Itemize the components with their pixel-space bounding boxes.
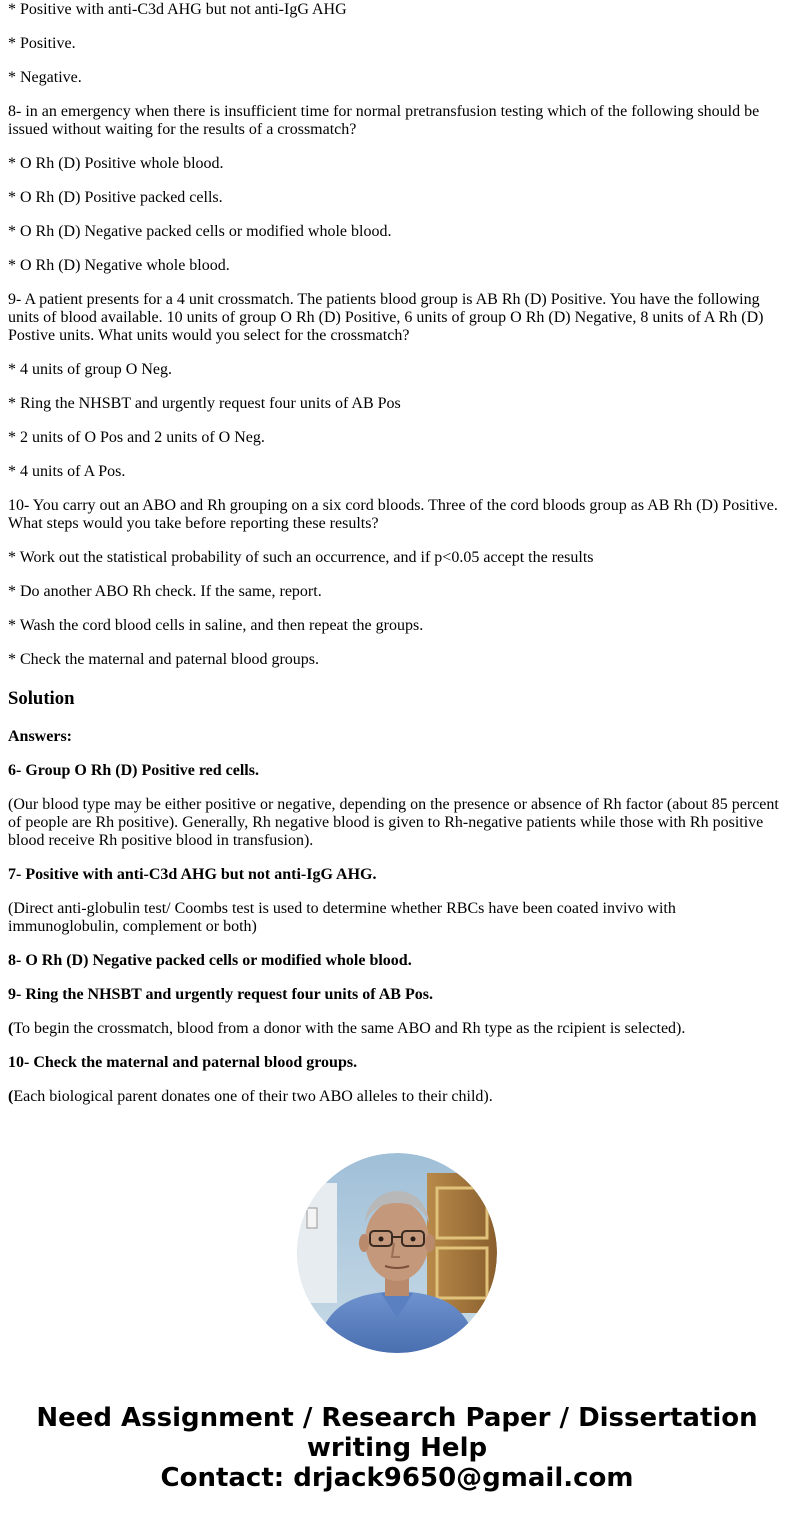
author-photo bbox=[297, 1153, 497, 1353]
q7-option-c: * Positive with anti-C3d AHG but not anti-IgG AHG bbox=[8, 1, 347, 18]
q10-option-c: * Wash the cord blood cells in saline, and then repeat the groups. bbox=[8, 617, 424, 634]
document-body bbox=[8, 0, 786, 1122]
q10-option-a: * Work out the statistical probability of such an occurrence, and if p<0.05 accept the results bbox=[8, 549, 594, 566]
q9-option-c: * 2 units of O Pos and 2 units of O Neg. bbox=[8, 429, 265, 446]
answer-10-note-paragraph bbox=[8, 1088, 786, 1106]
q8-option-b: * O Rh (D) Positive packed cells. bbox=[8, 189, 223, 206]
q10-option-d: * Check the maternal and paternal blood groups. bbox=[8, 651, 320, 668]
answer-10: 10- Check the maternal and paternal blood groups. bbox=[8, 1054, 358, 1071]
answer-7: 7- Positive with anti-C3d AHG but not anti-IgG AHG. bbox=[8, 866, 377, 883]
question-9: 9- A patient presents for a 4 unit crossmatch. The patients blood group is AB Rh (D) Positive. You have the following units of blood available. 10 units of group O Rh (D) Positive, 6 units of group O Rh (D) Negative, 8 units of A Rh (D) Postive units. What units would you select for the crossmatch? bbox=[8, 291, 764, 344]
promo-contact: Contact: drjack9650@gmail.com bbox=[160, 1463, 634, 1493]
answer-8: 8- O Rh (D) Negative packed cells or modified whole blood. bbox=[8, 952, 412, 969]
q8-option-c: * O Rh (D) Negative packed cells or modified whole blood. bbox=[8, 223, 392, 240]
q9-option-a: * 4 units of group O Neg. bbox=[8, 361, 172, 378]
solution-heading: Solution bbox=[8, 688, 75, 709]
q10-option-b: * Do another ABO Rh check. If the same, report. bbox=[8, 583, 322, 600]
promo-banner bbox=[0, 1403, 794, 1493]
answer-9: 9- Ring the NHSBT and urgently request four units of AB Pos. bbox=[8, 986, 433, 1003]
answer-10-note: Each biological parent donates one of their two ABO alleles to their child). bbox=[13, 1088, 493, 1105]
question-10: 10- You carry out an ABO and Rh grouping on a six cord bloods. Three of the cord bloods group as AB Rh (D) Positive. What steps would you take before reporting these results? bbox=[8, 497, 778, 532]
answers-label: Answers: bbox=[8, 728, 72, 745]
promo-line-2: writing Help bbox=[306, 1433, 488, 1463]
question-8: 8- in an emergency when there is insufficient time for normal pretransfusion testing which of the following should be issued without waiting for the results of a crossmatch? bbox=[8, 103, 760, 138]
answer-6: 6- Group O Rh (D) Positive red cells. bbox=[8, 762, 259, 779]
q9-option-b: * Ring the NHSBT and urgently request four units of AB Pos bbox=[8, 395, 401, 412]
q8-option-a: * O Rh (D) Positive whole blood. bbox=[8, 155, 224, 172]
q8-option-d: * O Rh (D) Negative whole blood. bbox=[8, 257, 230, 274]
answer-10-note-paren: ( bbox=[8, 1088, 14, 1105]
q7-option-e: * Negative. bbox=[8, 69, 82, 86]
author-avatar bbox=[297, 1153, 497, 1353]
answer-9-note-paragraph bbox=[8, 1020, 786, 1038]
answer-6-note: (Our blood type may be either positive or negative, depending on the presence or absence of Rh factor (about 85 percent of people are Rh positive). Generally, Rh negative blood is given to Rh-negative patients while those with Rh positive blood receive Rh positive blood in transfusion). bbox=[8, 796, 779, 849]
answer-9-note: To begin the crossmatch, blood from a donor with the same ABO and Rh type as the rcipient is selected). bbox=[13, 1020, 686, 1037]
answer-9-note-paren: ( bbox=[8, 1020, 14, 1037]
answer-7-note: (Direct anti-globulin test/ Coombs test is used to determine whether RBCs have been coated invivo with immunoglobulin, complement or both) bbox=[8, 900, 676, 935]
q7-option-d: * Positive. bbox=[8, 35, 76, 52]
promo-line-1: Need Assignment / Research Paper / Dissertation bbox=[36, 1403, 758, 1433]
q9-option-d: * 4 units of A Pos. bbox=[8, 463, 126, 480]
